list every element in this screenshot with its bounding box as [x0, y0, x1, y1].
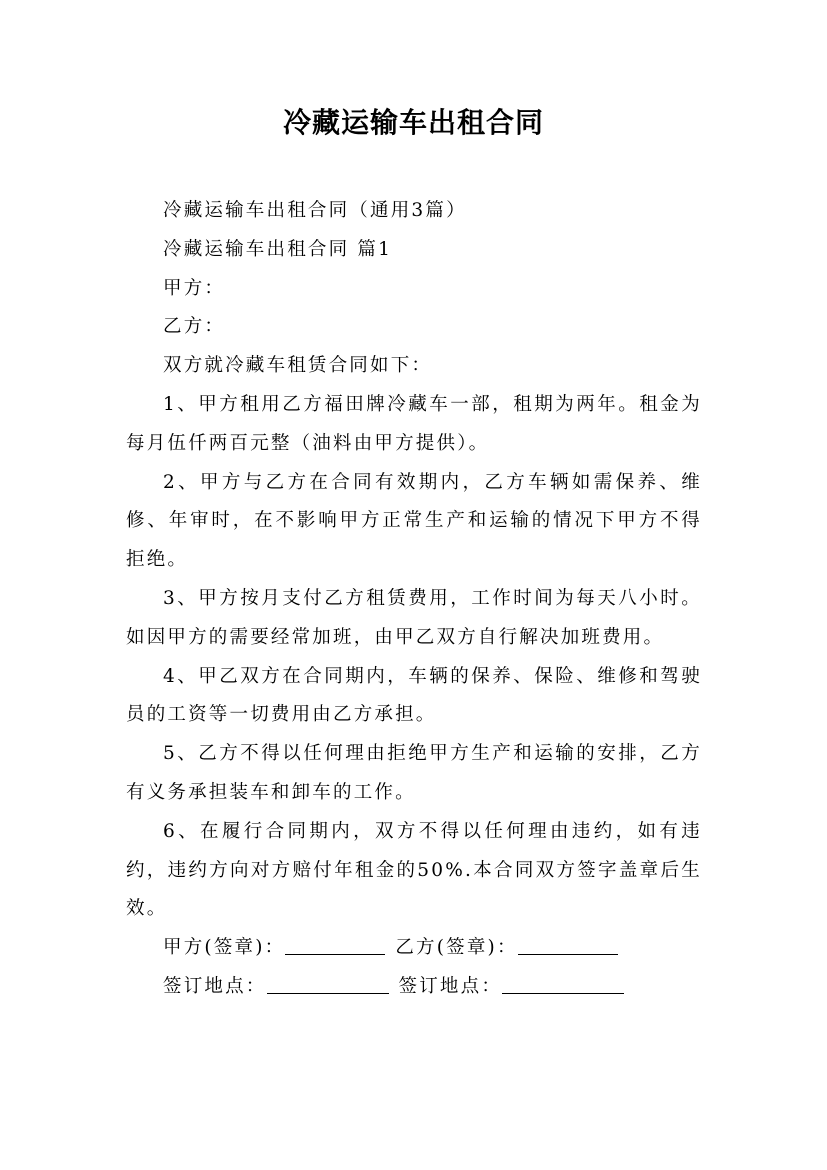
party-b-sign-blank	[518, 936, 618, 956]
clause-2: 2、甲方与乙方在合同有效期内，乙方车辆如需保养、维修、年审时，在不影响甲方正常生产和运输的情况下甲方不得拒绝。	[126, 471, 702, 571]
party-a-sign-label: 甲方(签章)：	[163, 937, 286, 959]
document-body	[126, 192, 702, 1007]
clause-5: 5、乙方不得以任何理由拒绝甲方生产和运输的安排，乙方有义务承担装车和卸车的工作。	[126, 743, 702, 803]
document-title: 冷藏运输车出租合同	[282, 106, 544, 139]
party-b-label: 乙方：	[163, 316, 226, 338]
clause-3: 3、甲方按月支付乙方租赁费用，工作时间为每天八小时。如因甲方的需要经常加班，由甲乙双方自行解决加班费用。	[126, 587, 702, 648]
document-subtitle: 冷藏运输车出租合同（通用3篇）	[163, 200, 467, 221]
party-a-sign-blank	[285, 936, 385, 956]
party-a-label: 甲方：	[163, 277, 226, 299]
party-b-place-label: 签订地点：	[398, 975, 503, 997]
clause-6: 6、在履行合同期内，双方不得以任何理由违约，如有违约，违约方向对方赔付年租金的50%.本合同双方签字盖章后生效。	[126, 820, 702, 920]
clause-4: 4、甲乙双方在合同期内，车辆的保养、保险、维修和驾驶员的工资等一切费用由乙方承担。	[126, 665, 702, 726]
section-heading: 冷藏运输车出租合同 篇1	[163, 238, 393, 260]
intro-paragraph: 双方就冷藏车租赁合同如下：	[163, 355, 433, 377]
signature-line	[126, 929, 702, 968]
clause-1: 1、甲方租用乙方福田牌冷藏车一部，租期为两年。租金为每月伍仟两百元整（油料由甲方提供）。	[126, 393, 702, 454]
party-a-place-blank	[267, 974, 389, 994]
party-b-place-blank	[502, 974, 624, 994]
party-b-sign-label: 乙方(签章)：	[395, 937, 518, 959]
place-line	[126, 968, 702, 1007]
party-a-place-label: 签订地点：	[163, 975, 267, 997]
